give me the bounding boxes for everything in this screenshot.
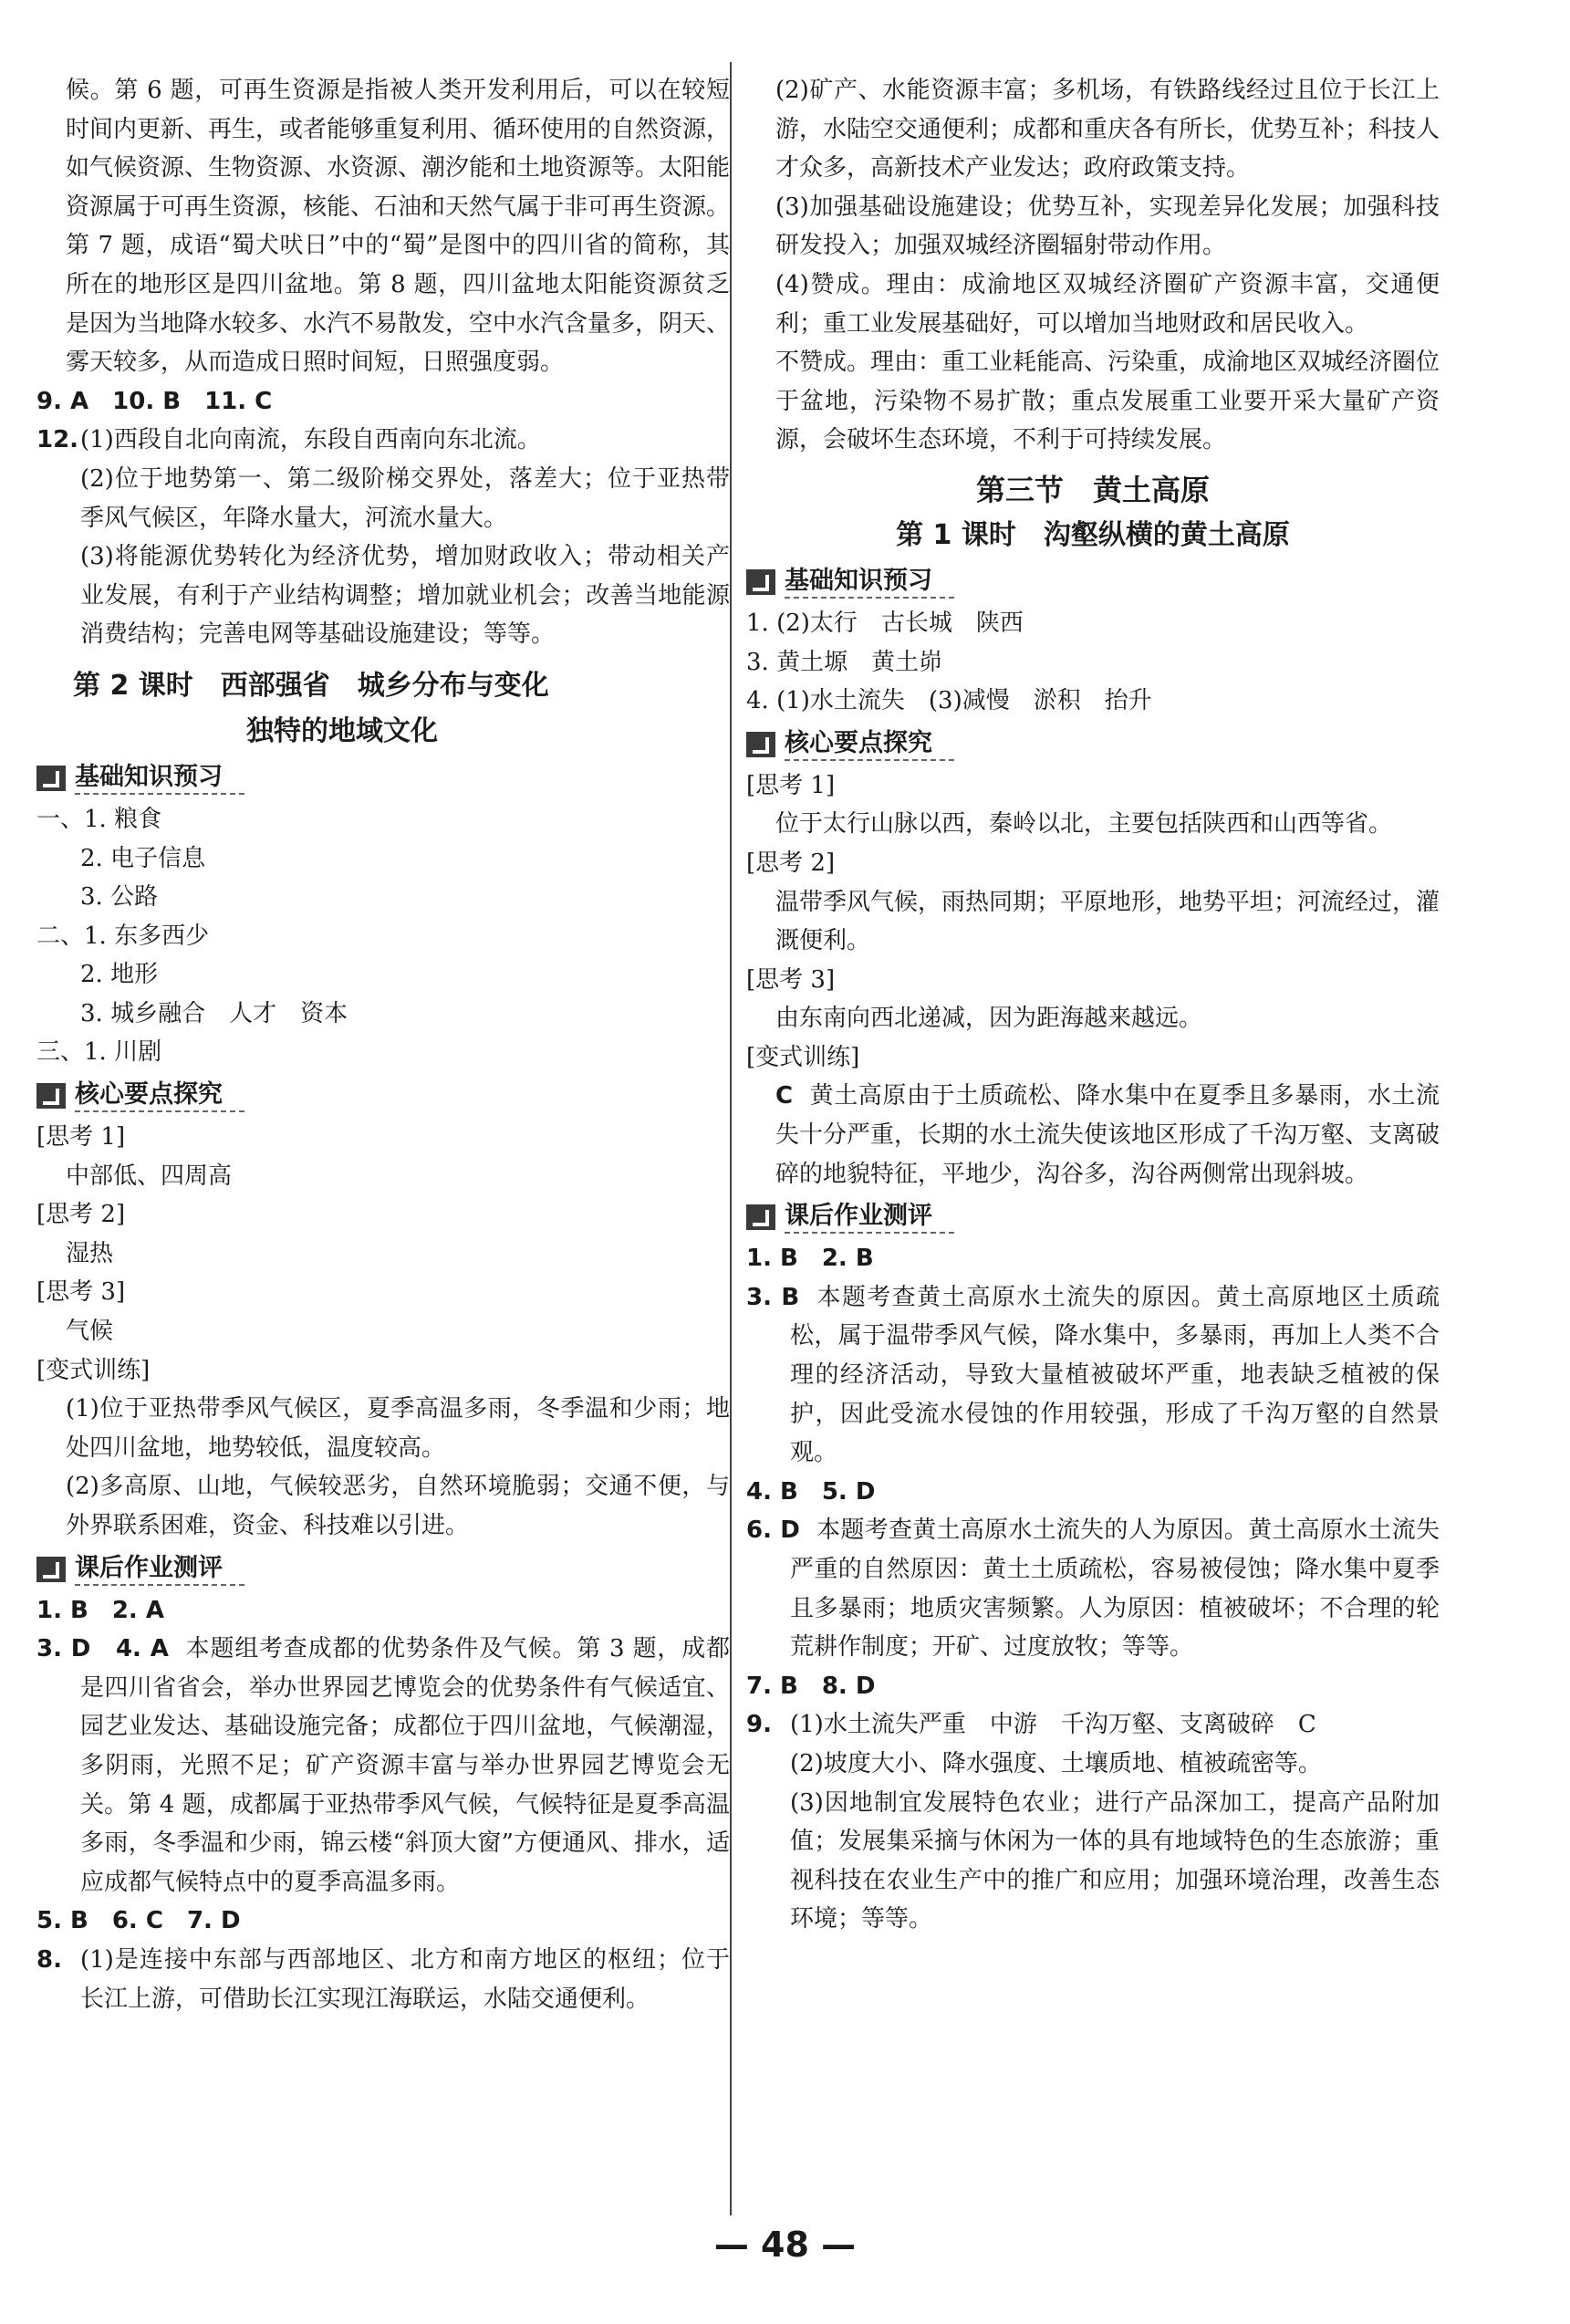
variant-label: [变式训练] <box>746 1043 860 1071</box>
left-column <box>36 71 730 2018</box>
think-label: [思考 3] <box>746 965 836 994</box>
variant-choice: C <box>775 1082 794 1110</box>
question-number: 3. B <box>746 1283 800 1311</box>
think-label: [思考 2] <box>746 849 836 877</box>
homework-explanation <box>746 1278 1440 1473</box>
section-tag-basic <box>36 760 730 797</box>
section-tag-label: 课后作业测评 <box>75 1553 244 1586</box>
basic-item: 3. 黄土塬 黄土峁 <box>746 648 943 676</box>
answer-line: (1)西段自北向南流，东段自西南向东北流。 <box>80 426 541 454</box>
section-tag-label: 核心要点探究 <box>75 1079 244 1112</box>
basic-item: 2. 地形 <box>80 961 159 989</box>
think-label: [思考 2] <box>36 1201 126 1229</box>
check-arrow-icon <box>36 1557 66 1582</box>
basic-item: 三、1. 川剧 <box>36 1038 162 1067</box>
section-tag-label: 课后作业测评 <box>785 1201 954 1234</box>
basic-item: 1. (2)太行 古长城 陕西 <box>746 609 1024 637</box>
basic-item: 3. 公路 <box>80 883 159 912</box>
section-tag-label: 基础知识预习 <box>785 566 954 599</box>
answer-line: (3)因地制宜发展特色农业；进行产品深加工，提高产品附加值；发展集采摘与休闲为一体的具有地域特色的生态旅游；重视科技在农业生产中的推广和应用；加强环境治理，改善生态环境；等等。 <box>790 1788 1440 1933</box>
question-number: 3. D 4. A <box>36 1635 169 1663</box>
answer-line: (2)矿产、水能资源丰富；多机场，有铁路线经过且位于长江上游，水陆空交通便利；成都和重庆各有所长，优势互补；科技人才众多，高新技术产业发达；政府政策支持。 <box>775 77 1440 182</box>
think-label: [思考 1] <box>36 1123 126 1152</box>
homework-answers: 1. B 2. A <box>36 1596 164 1624</box>
answer-line: (4)赞成。理由：成渝地区双城经济圈矿产资源丰富，交通便利；重工业发展基础好，可以增加当地财政和居民收入。 <box>775 270 1440 338</box>
check-arrow-icon <box>36 1083 66 1109</box>
homework-answers: 7. B 8. D <box>746 1672 876 1700</box>
answer-line: (2)坡度大小、降水强度、土壤质地、植被疏密等。 <box>790 1749 1322 1777</box>
section-tag-homework <box>36 1551 730 1588</box>
homework-answers: 5. B 6. C 7. D <box>36 1907 241 1935</box>
lesson-subtitle: 独特的地域文化 <box>246 714 438 747</box>
variant-label: [变式训练] <box>36 1356 151 1384</box>
answer-line: (1)水土流失严重 中游 千沟万壑、支离破碎 C <box>790 1711 1316 1739</box>
question-12 <box>36 421 730 654</box>
answer-line: (1)是连接中东部与西部地区、北方和南方地区的枢纽；位于长江上游，可借助长江实现江海联运，水陆交通便利。 <box>80 1945 730 2013</box>
basic-item: 3. 城乡融合 人才 资本 <box>80 999 348 1027</box>
think-label: [思考 3] <box>36 1278 126 1307</box>
section-tag-homework <box>746 1199 1440 1235</box>
variant-answer: (1)位于亚热带季风气候区，夏季高温多雨，冬季温和少雨；地处四川盆地，地势较低，温度较高。 <box>66 1395 730 1462</box>
think-label: [思考 1] <box>746 771 836 799</box>
think-answer: 由东南向西北递减，因为距海越来越远。 <box>775 1005 1203 1033</box>
think-answer: 位于太行山脉以西，秦岭以北，主要包括陕西和山西等省。 <box>775 810 1393 839</box>
section-tag-label: 核心要点探究 <box>785 728 954 761</box>
explanation-text: 本题组考查成都的优势条件及气候。第 3 题，成都是四川省省会，举办世界园艺博览会的优势条件有气候适宜、园艺业发达、基础设施完备；成都位于四川盆地，气候潮湿，多阴雨，光照不足；矿产资源丰富与举办世界园艺博览会无关。第 4 题，成都属于亚热带季风气候，气候特征是夏季高温多雨，冬季温和少雨，锦云楼“斜顶大窗”方便通风、排水，适应成都气候特点中的夏季高温多雨。 <box>80 1635 730 1896</box>
homework-explanation <box>746 1511 1440 1666</box>
question-number: 9. <box>746 1711 772 1739</box>
answer-line: (3)将能源优势转化为经济优势，增加财政收入；带动相关产业发展，有利于产业结构调整；增加就业机会；改善当地能源消费结构；完善电网等基础设施建设；等等。 <box>80 543 730 649</box>
section-tag-core <box>36 1078 730 1114</box>
basic-item: 4. (1)水土流失 (3)减慢 淤积 抬升 <box>746 687 1152 715</box>
answer-line: (2)位于地势第一、第二级阶梯交界处，落差大；位于亚热带季风气候区，年降水量大，河流水量大。 <box>80 464 730 532</box>
lesson-title: 第 2 课时 西部强省 城乡分布与变化 <box>73 669 549 702</box>
check-arrow-icon <box>746 1204 775 1230</box>
variant-answer: (2)多高原、山地，气候较恶劣，自然环境脆弱；交通不便，与外界联系困难，资金、科技难以引进。 <box>66 1473 730 1539</box>
think-answer: 气候 <box>66 1318 114 1346</box>
section-title: 第三节 黄土高原 <box>975 472 1210 507</box>
explanation-text: 本题考查黄土高原水土流失的人为原因。黄土高原水土流失严重的自然原因：黄土土质疏松，容易被侵蚀；降水集中夏季且多暴雨；地质灾害频繁。人为原因：植被破坏；不合理的轮荒耕作制度；开矿、过度放牧；等等。 <box>790 1516 1440 1662</box>
question-number: 8. <box>36 1945 62 1974</box>
check-arrow-icon <box>36 766 66 791</box>
answer-line: (3)加强基础设施建设；优势互补，实现差异化发展；加强科技研发投入；加强双城经济圈辐射带动作用。 <box>775 193 1440 260</box>
basic-item: 2. 电子信息 <box>80 844 206 872</box>
page-number: — 48 — <box>713 2225 857 2265</box>
variant-answer <box>746 1077 1440 1193</box>
answers-9-11: 9. A 10. B 11. C <box>36 387 273 415</box>
think-answer: 湿热 <box>66 1239 114 1267</box>
homework-answers: 1. B 2. B <box>746 1245 874 1273</box>
think-answer: 中部低、四周高 <box>66 1162 233 1190</box>
section-tag-label: 基础知识预习 <box>75 762 244 795</box>
homework-explanation <box>36 1630 730 1902</box>
basic-item: 一、1. 粮食 <box>36 805 162 833</box>
question-number: 12. <box>36 426 79 454</box>
variant-text: 黄土高原由于土质疏松、降水集中在夏季且多暴雨，水土流失十分严重，长期的水土流失使该地区形成了千沟万壑、支离破碎的地貌特征，平地少，沟谷多，沟谷两侧常出现斜坡。 <box>775 1082 1440 1188</box>
check-arrow-icon <box>746 569 775 595</box>
question-9 <box>746 1705 1440 1939</box>
basic-item: 二、1. 东多西少 <box>36 922 210 950</box>
answer-line: 不赞成。理由：重工业耗能高、污染重，成渝地区双城经济圈位于盆地，污染物不易扩散；重点发展重工业要开采大量矿产资源，会破坏生态环境，不利于可持续发展。 <box>775 349 1440 454</box>
lesson-title: 第 1 课时 沟壑纵横的黄土高原 <box>896 518 1290 551</box>
paragraph: 候。第 6 题，可再生资源是指被人类开发利用后，可以在较短时间内更新、再生，或者能够重复利用、循环使用的自然资源，如气候资源、生物资源、水资源、潮汐能和土地资源等。太阳能资源属于可再生资源，核能、石油和天然气属于非可再生资源。第 7 题，成语“蜀犬吠日”中的“蜀”是图中的四川省的简称，其所在的地形区是四川盆地。第 8 题，四川盆地太阳能资源贫乏是因为当地降水较多、水汽不易散发，空中水汽含量多，阴天、雾天较多，从而造成日照时间短，日照强度弱。 <box>66 77 731 377</box>
homework-answers: 4. B 5. D <box>746 1477 876 1506</box>
column-divider <box>730 62 732 2215</box>
right-column <box>746 71 1440 1939</box>
check-arrow-icon <box>746 732 775 757</box>
question-8 <box>36 1941 730 2018</box>
explanation-text: 本题考查黄土高原水土流失的原因。黄土高原地区土质疏松，属于温带季风气候，降水集中，多暴雨，再加上人类不合理的经济活动，导致大量植被破坏严重，地表缺乏植被的保护，因此受流水侵蚀的作用较强，形成了千沟万壑的自然景观。 <box>790 1283 1440 1467</box>
think-answer: 温带季风气候，雨热同期；平原地形，地势平坦；河流经过，灌溉便利。 <box>775 888 1440 955</box>
section-tag-core <box>746 726 1440 763</box>
section-tag-basic <box>746 564 1440 600</box>
question-number: 6. D <box>746 1516 800 1545</box>
